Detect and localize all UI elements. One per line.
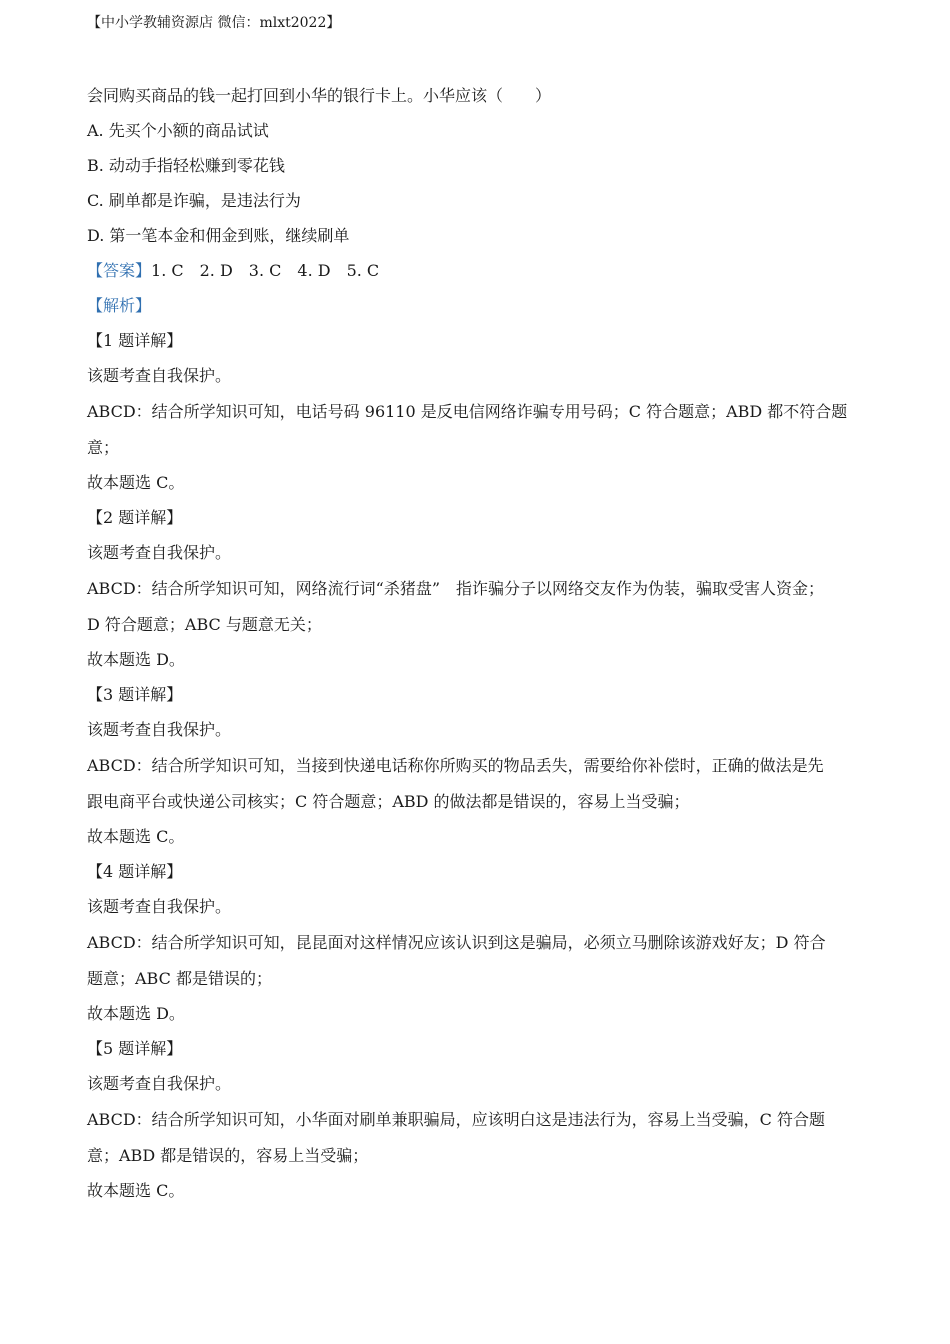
item-2-detail-line1: ABCD：结合所学知识可知，网络流行词“杀猪盘” 指诈骗分子以网络交友作为伪装，骗取受害人资金； [87, 579, 825, 598]
item-5-conclusion: 故本题选 C。 [87, 1181, 185, 1200]
option-c: C. 刷单都是诈骗，是违法行为 [87, 191, 301, 210]
item-3-conclusion: 故本题选 C。 [87, 827, 185, 846]
item-3-topic: 该题考查自我保护。 [87, 720, 232, 739]
item-3-detail-line2: 跟电商平台或快递公司核实；C 符合题意；ABD 的做法都是错误的，容易上当受骗； [87, 792, 690, 811]
item-1-detail-line2: 意； [87, 438, 120, 457]
item-2-detail-line2: D 符合题意；ABC 与题意无关； [87, 615, 322, 634]
item-4-conclusion: 故本题选 D。 [87, 1004, 185, 1023]
page-header: 【中小学教辅资源店 微信：mlxt2022】 [87, 15, 341, 31]
item-5-heading: 【5 题详解】 [87, 1039, 183, 1058]
item-2-heading: 【2 题详解】 [87, 508, 183, 527]
option-d: D. 第一笔本金和佣金到账，继续刷单 [87, 226, 350, 245]
item-3-detail-line1: ABCD：结合所学知识可知，当接到快递电话称你所购买的物品丢失，需要给你补偿时，正确的做法是先 [87, 756, 824, 775]
item-5-detail-line2: 意；ABD 都是错误的，容易上当受骗； [87, 1146, 369, 1165]
option-b: B. 动动手指轻松赚到零花钱 [87, 156, 285, 175]
item-4-heading: 【4 题详解】 [87, 862, 183, 881]
item-3-heading: 【3 题详解】 [87, 685, 183, 704]
answer-line [87, 253, 867, 288]
item-5-topic: 该题考查自我保护。 [87, 1074, 232, 1093]
item-5-detail-line1: ABCD：结合所学知识可知，小华面对刷单兼职骗局，应该明白这是违法行为，容易上当受骗，C 符合题 [87, 1110, 826, 1129]
item-1-topic: 该题考查自我保护。 [87, 366, 232, 385]
answer-label: 【答案】 [87, 261, 152, 280]
item-4-detail-line2: 题意；ABC 都是错误的； [87, 969, 272, 988]
document-body [87, 78, 867, 1208]
item-4-detail-line1: ABCD：结合所学知识可知，昆昆面对这样情况应该认识到这是骗局，必须立马删除该游戏好友；D 符合 [87, 933, 826, 952]
item-1-detail-line1: ABCD：结合所学知识可知，电话号码 96110 是反电信网络诈骗专用号码；C 符合题意；ABD 都不符合题 [87, 402, 848, 421]
item-1-heading: 【1 题详解】 [87, 331, 183, 350]
option-a: A. 先买个小额的商品试试 [87, 121, 269, 140]
analysis-label: 【解析】 [87, 296, 152, 315]
answer-text: 1. C 2. D 3. C 4. D 5. C [151, 261, 380, 280]
item-2-topic: 该题考查自我保护。 [87, 543, 232, 562]
question-stem: 会同购买商品的钱一起打回到小华的银行卡上。小华应该（ ） [87, 86, 552, 105]
item-4-topic: 该题考查自我保护。 [87, 897, 232, 916]
item-1-conclusion: 故本题选 C。 [87, 473, 185, 492]
item-2-conclusion: 故本题选 D。 [87, 650, 185, 669]
